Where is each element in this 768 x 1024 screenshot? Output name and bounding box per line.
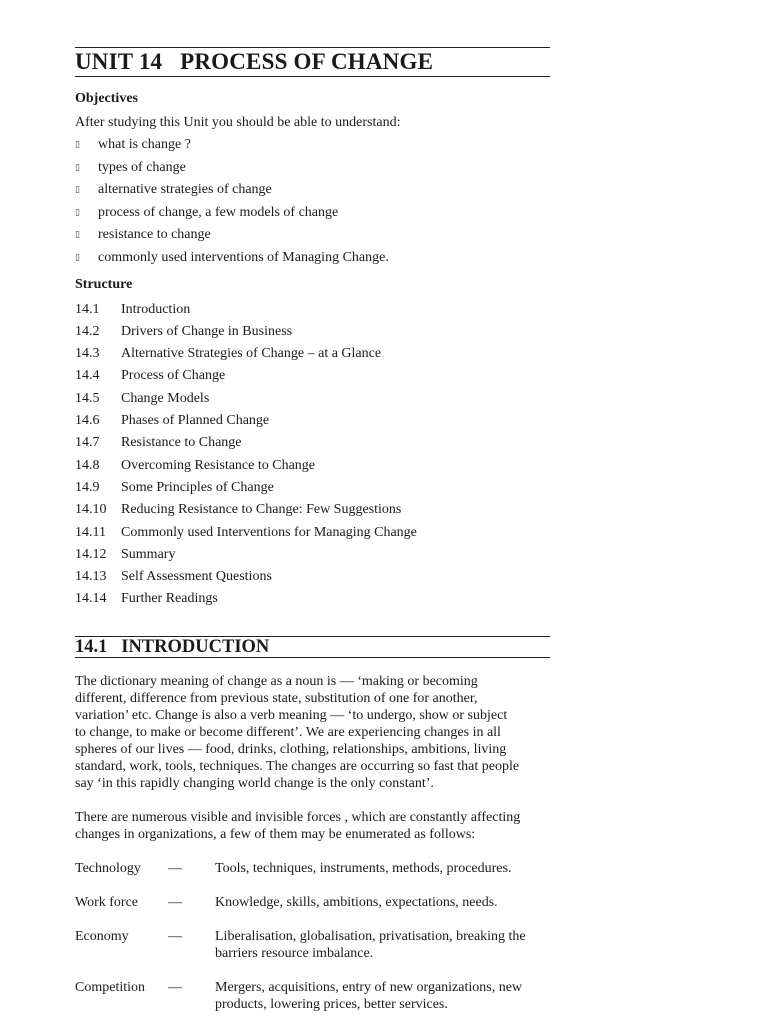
objectives-intro: After studying this Unit you should be able to understand: <box>75 115 401 130</box>
section-title: 14.1 INTRODUCTION <box>75 636 270 657</box>
force-row: Competition — Mergers, acquisitions, entry of new organizations, new products, lowering prices, better services. <box>75 979 523 1012</box>
objective-item: ▯ what is change ? <box>75 137 191 152</box>
bullet-icon: ▯ <box>75 207 80 218</box>
force-row: Work force — Knowledge, skills, ambitions, expectations, needs. <box>75 894 498 910</box>
toc-item: 14.2 Drivers of Change in Business <box>75 323 293 339</box>
objective-item: ▯ process of change, a few models of change <box>75 204 339 220</box>
toc-item: 14.1 Introduction <box>75 301 191 317</box>
bullet-icon: ▯ <box>75 140 80 150</box>
bullet-icon: ▯ <box>75 252 80 263</box>
toc-item: 14.8 Overcoming Resistance to Change <box>75 457 316 473</box>
force-row: Economy — Liberalisation, globalisation, privatisation, breaking the barriers resource imbalance. <box>75 928 526 961</box>
toc-item: 14.9 Some Principles of Change <box>75 479 274 495</box>
section-underline <box>75 657 550 658</box>
toc-item: 14.4 Process of Change <box>75 368 226 384</box>
intro-paragraph-2: There are numerous visible and invisible forces , which are constantly affecting changes in organizations, a few of them may be enumerated as follows: <box>75 809 521 842</box>
toc-item: 14.12 Summary <box>75 546 176 562</box>
toc-item: 14.13 Self Assessment Questions <box>75 569 272 585</box>
document-page <box>75 47 550 1013</box>
force-row: Technology — Tools, techniques, instruments, methods, procedures. <box>75 860 512 876</box>
intro-paragraph-1: The dictionary meaning of change as a noun is — ‘making or becoming different, difference from previous state, substitution of one for another, variation’ etc. Change is also a verb meaning — ‘to undergo, show or subject to change, to make or become different’. We are experiencing changes in all spheres of our lives — food, drinks, clothing, relationships, ambitions, living standard, work, tools, techniques. The changes are occurring so fast that people say ‘in this rapidly changing world change is the only constant’. <box>75 673 520 791</box>
unit-title: UNIT 14 PROCESS OF CHANGE <box>75 49 434 74</box>
toc-item: 14.3 Alternative Strategies of Change – at a Glance <box>75 346 382 362</box>
structure-list <box>75 301 550 613</box>
toc-item: 14.7 Resistance to Change <box>75 435 242 451</box>
bullet-icon: ▯ <box>75 230 80 241</box>
forces-list <box>75 860 550 1013</box>
toc-item: 14.11 Commonly used Interventions for Managing Change <box>75 524 417 540</box>
objective-item: ▯ alternative strategies of change <box>75 182 272 198</box>
toc-item: 14.10 Reducing Resistance to Change: Few Suggestions <box>75 502 402 518</box>
bullet-icon: ▯ <box>75 185 80 196</box>
structure-heading: Structure <box>75 276 133 292</box>
toc-item: 14.14 Further Readings <box>75 591 218 607</box>
objective-item: ▯ commonly used interventions of Managing Change. <box>75 249 389 265</box>
toc-item: 14.6 Phases of Planned Change <box>75 413 270 429</box>
title-underline <box>75 76 550 77</box>
objective-item: ▯ types of change <box>75 159 186 175</box>
bullet-icon: ▯ <box>75 162 80 173</box>
objective-item: ▯ resistance to change <box>75 227 211 243</box>
objectives-list <box>75 136 550 272</box>
toc-item: 14.5 Change Models <box>75 390 210 406</box>
objectives-heading: Objectives <box>75 91 138 106</box>
